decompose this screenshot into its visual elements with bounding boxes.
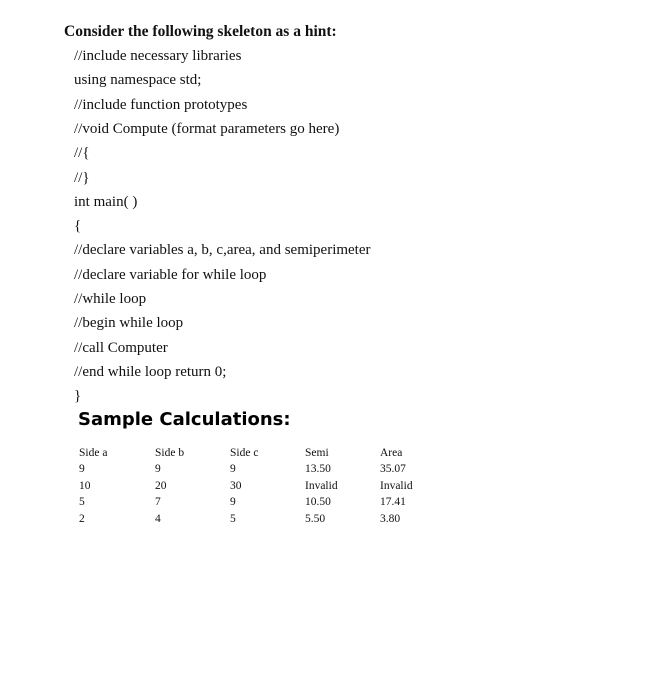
table-header-area: Area xyxy=(380,447,403,459)
code-line: //include function prototypes xyxy=(74,96,248,113)
table-cell-area: 35.07 xyxy=(380,463,406,475)
code-line: //while loop xyxy=(74,291,147,307)
code-line: } xyxy=(74,388,82,405)
table-cell-side-c: 9 xyxy=(230,496,236,508)
table-header-semi: Semi xyxy=(305,447,329,459)
code-line: using namespace std; xyxy=(74,72,202,89)
table-cell-side-a: 10 xyxy=(79,479,91,492)
code-line: //} xyxy=(74,169,90,186)
code-line: { xyxy=(74,218,82,235)
table-cell-area: 17.41 xyxy=(380,496,406,508)
table-cell-side-b: 4 xyxy=(155,512,161,525)
code-line: //declare variables a, b, c,area, and semiperimeter xyxy=(74,242,371,259)
hint-heading: Consider the following skeleton as a hint: xyxy=(64,23,337,40)
table-cell-side-b: 20 xyxy=(155,479,167,492)
code-line: //{ xyxy=(74,145,90,162)
code-line: //call Computer xyxy=(74,339,168,356)
table-cell-semi: 10.50 xyxy=(305,496,331,508)
table-cell-side-c: 30 xyxy=(230,479,242,492)
code-line: //declare variable for while loop xyxy=(74,266,267,283)
code-line: //include necessary libraries xyxy=(74,48,242,64)
table-header-side-c: Side c xyxy=(230,447,259,459)
table-cell-side-a: 5 xyxy=(79,496,85,508)
table-cell-semi: Invalid xyxy=(305,479,338,492)
table-cell-semi: 5.50 xyxy=(305,512,326,525)
code-line: //end while loop return 0; xyxy=(74,363,227,380)
table-cell-side-a: 2 xyxy=(79,512,85,525)
table-header-side-b: Side b xyxy=(155,447,185,459)
table-header-side-a: Side a xyxy=(79,447,108,459)
table-cell-area: Invalid xyxy=(380,479,413,492)
table-cell-side-c: 9 xyxy=(230,463,236,475)
table-cell-semi: 13.50 xyxy=(305,463,331,475)
code-line: int main( ) xyxy=(74,193,138,210)
sample-calculations-title: Sample Calculations: xyxy=(78,409,291,430)
table-cell-side-b: 7 xyxy=(155,496,161,508)
table-cell-side-a: 9 xyxy=(79,463,85,475)
table-cell-side-c: 5 xyxy=(230,512,236,525)
table-cell-side-b: 9 xyxy=(155,463,161,475)
table-cell-area: 3.80 xyxy=(380,512,401,525)
code-line: //void Compute (format parameters go here) xyxy=(74,120,340,137)
code-line: //begin while loop xyxy=(74,315,184,332)
